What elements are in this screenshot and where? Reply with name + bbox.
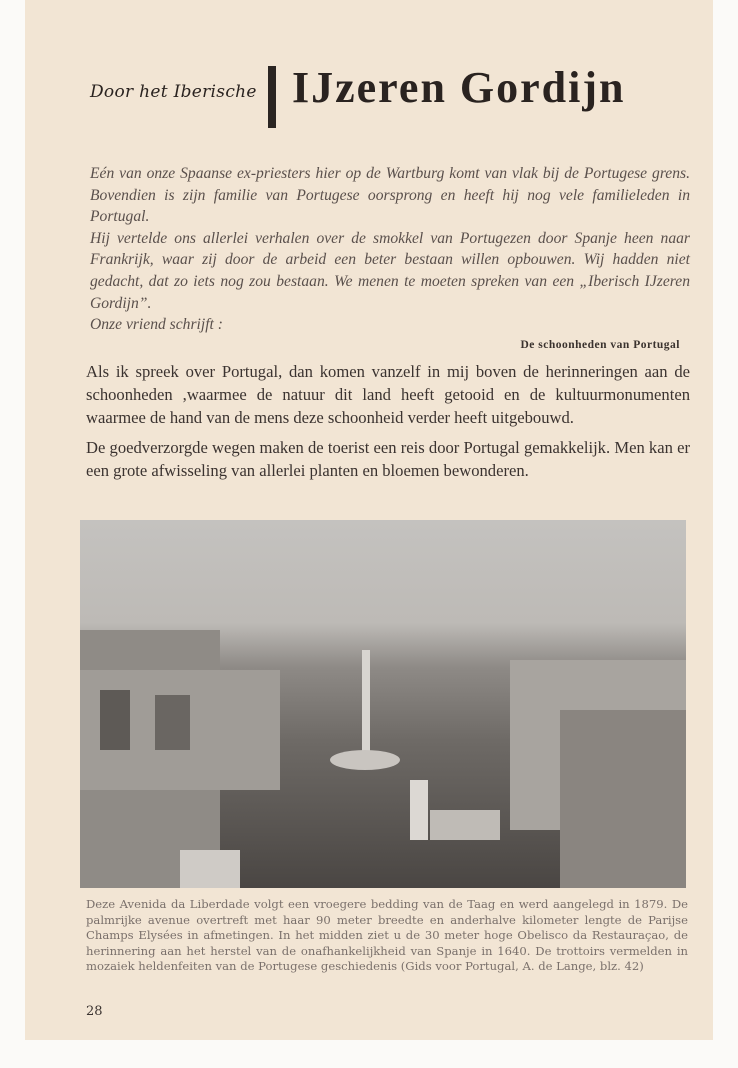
article-title: IJzeren Gordijn [292, 63, 626, 112]
avenida-photo [80, 520, 686, 888]
intro-text [90, 163, 690, 336]
intro-paragraph: Eén van onze Spaanse ex-priesters hier op de Wartburg komt van vlak bij de Portugese grens. Bovendien is zijn familie van Portugese oorsprong en heeft hij nog vele familieleden in Portugal. [90, 165, 690, 226]
page-number: 28 [86, 1004, 103, 1019]
intro-paragraph: Onze vriend schrijft : [90, 316, 223, 334]
intro-paragraph: Hij vertelde ons allerlei verhalen over de smokkel van Portugezen door Spanje heen naar Frankrijk, waar zij door de arbeid een beter bestaan willen opbouwen. Wij hadden niet gedacht, dat zo iets nog zou bestaan. We menen te moeten spreken van een „Iberisch IJzeren Gordijn”. [90, 229, 690, 312]
body-paragraph: Als ik spreek over Portugal, dan komen vanzelf in mij boven de herinneringen aan de schoonheden ,waarmee de natuur dit land heeft getooid en de kultuurmonumenten waarmee de hand van de mens deze schoonheid verder heeft uitgebouwd. [86, 362, 690, 428]
article-kicker: Door het Iberische [90, 82, 257, 102]
body-text [86, 360, 690, 488]
title-divider [268, 66, 276, 128]
body-paragraph: De goedverzorgde wegen maken de toerist een reis door Portugal gemakkelijk. Men kan er een grote afwisseling van allerlei planten en bloemen bewonderen. [86, 437, 690, 480]
section-subheading: De schoonheden van Portugal [520, 339, 680, 351]
photo-caption: Deze Avenida da Liberdade volgt een vroegere bedding van de Taag en werd aangelegd in 1879. De palmrijke avenue overtreft met haar 90 meter breedte en anderhalve kilometer lengte de Parijse Champs Elysées in afmetingen. In het midden ziet u de 30 meter hoge Obelisco da Restauraçao, de herinnering aan het herstel van de onafhankelijkheid van Spanje in 1640. De trottoirs vermelden in mozaiek heldenfeiten van de Portugese geschiedenis (Gids voor Portugal, A. de Lange, blz. 42) [86, 897, 688, 974]
